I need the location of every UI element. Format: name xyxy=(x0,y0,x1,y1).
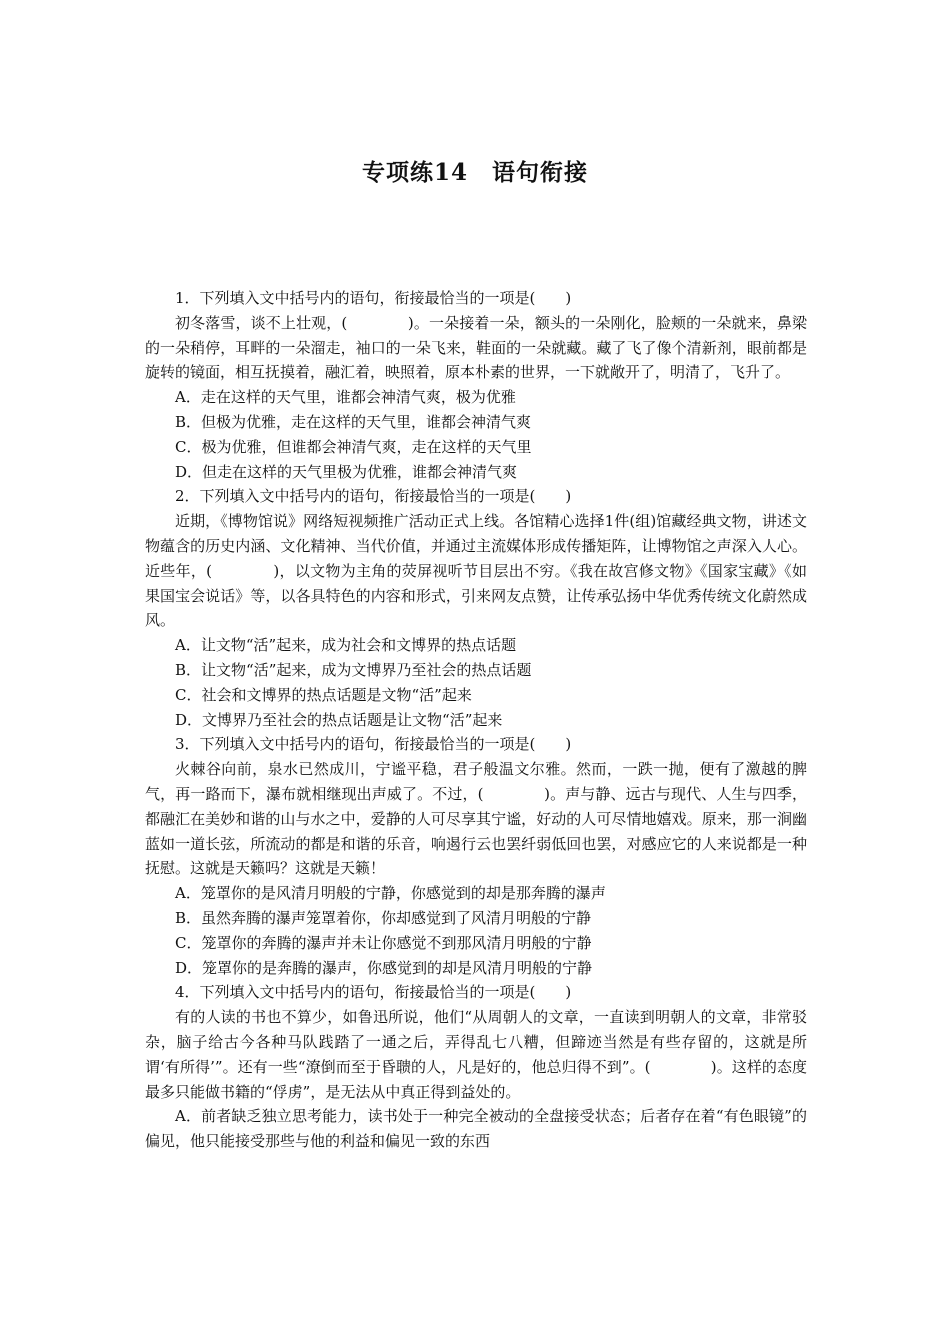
page-title xyxy=(0,154,950,187)
question-1-option-c: C．极为优雅，但谁都会神清气爽，走在这样的天气里 xyxy=(175,437,532,456)
question-1-stem: 1．下列填入文中括号内的语句，衔接最恰当的一项是( ) xyxy=(175,289,572,307)
question-1 xyxy=(145,286,807,484)
question-4-passage: 有的人读的书也不算少，如鲁迅所说，他们“从周朝人的文章，一直读到明朝人的文章，非常驳杂，脑子给古今各种马队践踏了一通之后，弄得乱七八糟，但蹄迹当然是有些存留的，这就是所谓‘有所得’”。还有一些“潦倒而至于昏聩的人，凡是好的，他总归得不到”。( )。这样的态度最多只能做书籍的“俘虏”，是无法从中真正得到益处的。 xyxy=(145,1008,807,1101)
question-2-stem: 2．下列填入文中括号内的语句，衔接最恰当的一项是( ) xyxy=(175,487,572,506)
question-2-option-d: D．文博界乃至社会的热点话题是让文物“活”起来 xyxy=(175,710,503,729)
question-3 xyxy=(145,732,807,980)
question-1-option-d: D．但走在这样的天气里极为优雅，谁都会神清气爽 xyxy=(175,462,518,481)
page-title-text: 专项练14 语句衔接 xyxy=(361,159,588,186)
question-2-passage: 近期，《博物馆说》网络短视频推广活动正式上线。各馆精心选择1件(组)馆藏经典文物，讲述文物蕴含的历史内涵、文化精神、当代价值，并通过主流媒体形成传播矩阵，让博物馆之声深入人心。近些年，( )，以文物为主角的荧屏视听节目层出不穷。《我在故宫修文物》《国家宝藏》《如果国宝会说话》等，以各具特色的内容和形式，引来网友点赞，让传承弘扬中华优秀传统文化蔚然成风。 xyxy=(145,512,807,630)
question-4 xyxy=(145,980,807,1154)
question-1-passage: 初冬落雪，谈不上壮观，( )。一朵接着一朵，额头的一朵刚化，脸颊的一朵就来，鼻梁的一朵稍停，耳畔的一朵溜走，袖口的一朵飞来，鞋面的一朵就藏。藏了飞了像个清新剂，眼前都是旋转的镜面，相互抚摸着，融汇着，映照着，原本朴素的世界，一下就敞开了，明清了，飞升了。 xyxy=(145,313,807,382)
question-2 xyxy=(145,484,807,732)
question-3-option-d: D．笼罩你的是奔腾的瀑声，你感觉到的却是风清月明般的宁静 xyxy=(175,958,593,977)
question-2-option-c: C．社会和文博界的热点话题是文物“活”起来 xyxy=(175,685,472,704)
question-2-option-a: A．让文物“活”起来，成为社会和文博界的热点话题 xyxy=(175,636,517,655)
question-3-passage: 火棘谷向前，泉水已然成川，宁谧平稳，君子般温文尔雅。然而，一跌一抛，便有了激越的脾气，再一路而下，瀑布就相继现出声威了。不过，( )。声与静、远古与现代、人生与四季，都融汇在美妙和谐的山与水之中，爱静的人可尽享其宁谧，好动的人可尽情地嬉戏。原来，那一涧幽蓝如一道长弦，所流动的都是和谐的乐音，响遏行云也罢纤弱低回也罢，对感应它的人来说都是一种抚慰。这就是天籁吗？这就是天籁！ xyxy=(145,760,807,878)
question-1-option-b: B．但极为优雅，走在这样的天气里，谁都会神清气爽 xyxy=(175,412,532,431)
question-3-stem: 3．下列填入文中括号内的语句，衔接最恰当的一项是( ) xyxy=(175,735,572,754)
question-1-option-a: A．走在这样的天气里，谁都会神清气爽，极为优雅 xyxy=(175,388,516,407)
question-list xyxy=(145,286,807,1154)
question-3-option-b: B．虽然奔腾的瀑声笼罩着你，你却感觉到了风清月明般的宁静 xyxy=(175,908,592,927)
question-2-option-b: B．让文物“活”起来，成为文博界乃至社会的热点话题 xyxy=(175,660,532,679)
question-4-option-a: A．前者缺乏独立思考能力，读书处于一种完全被动的全盘接受状态；后者存在着“有色眼镜”的偏见，他只能接受那些与他的利益和偏见一致的东西 xyxy=(145,1107,807,1151)
question-4-stem: 4．下列填入文中括号内的语句，衔接最恰当的一项是( ) xyxy=(175,983,572,1002)
question-3-option-c: C．笼罩你的奔腾的瀑声并未让你感觉不到那风清月明般的宁静 xyxy=(175,933,592,952)
question-3-option-a: A．笼罩你的是风清月明般的宁静，你感觉到的却是那奔腾的瀑声 xyxy=(175,884,606,903)
